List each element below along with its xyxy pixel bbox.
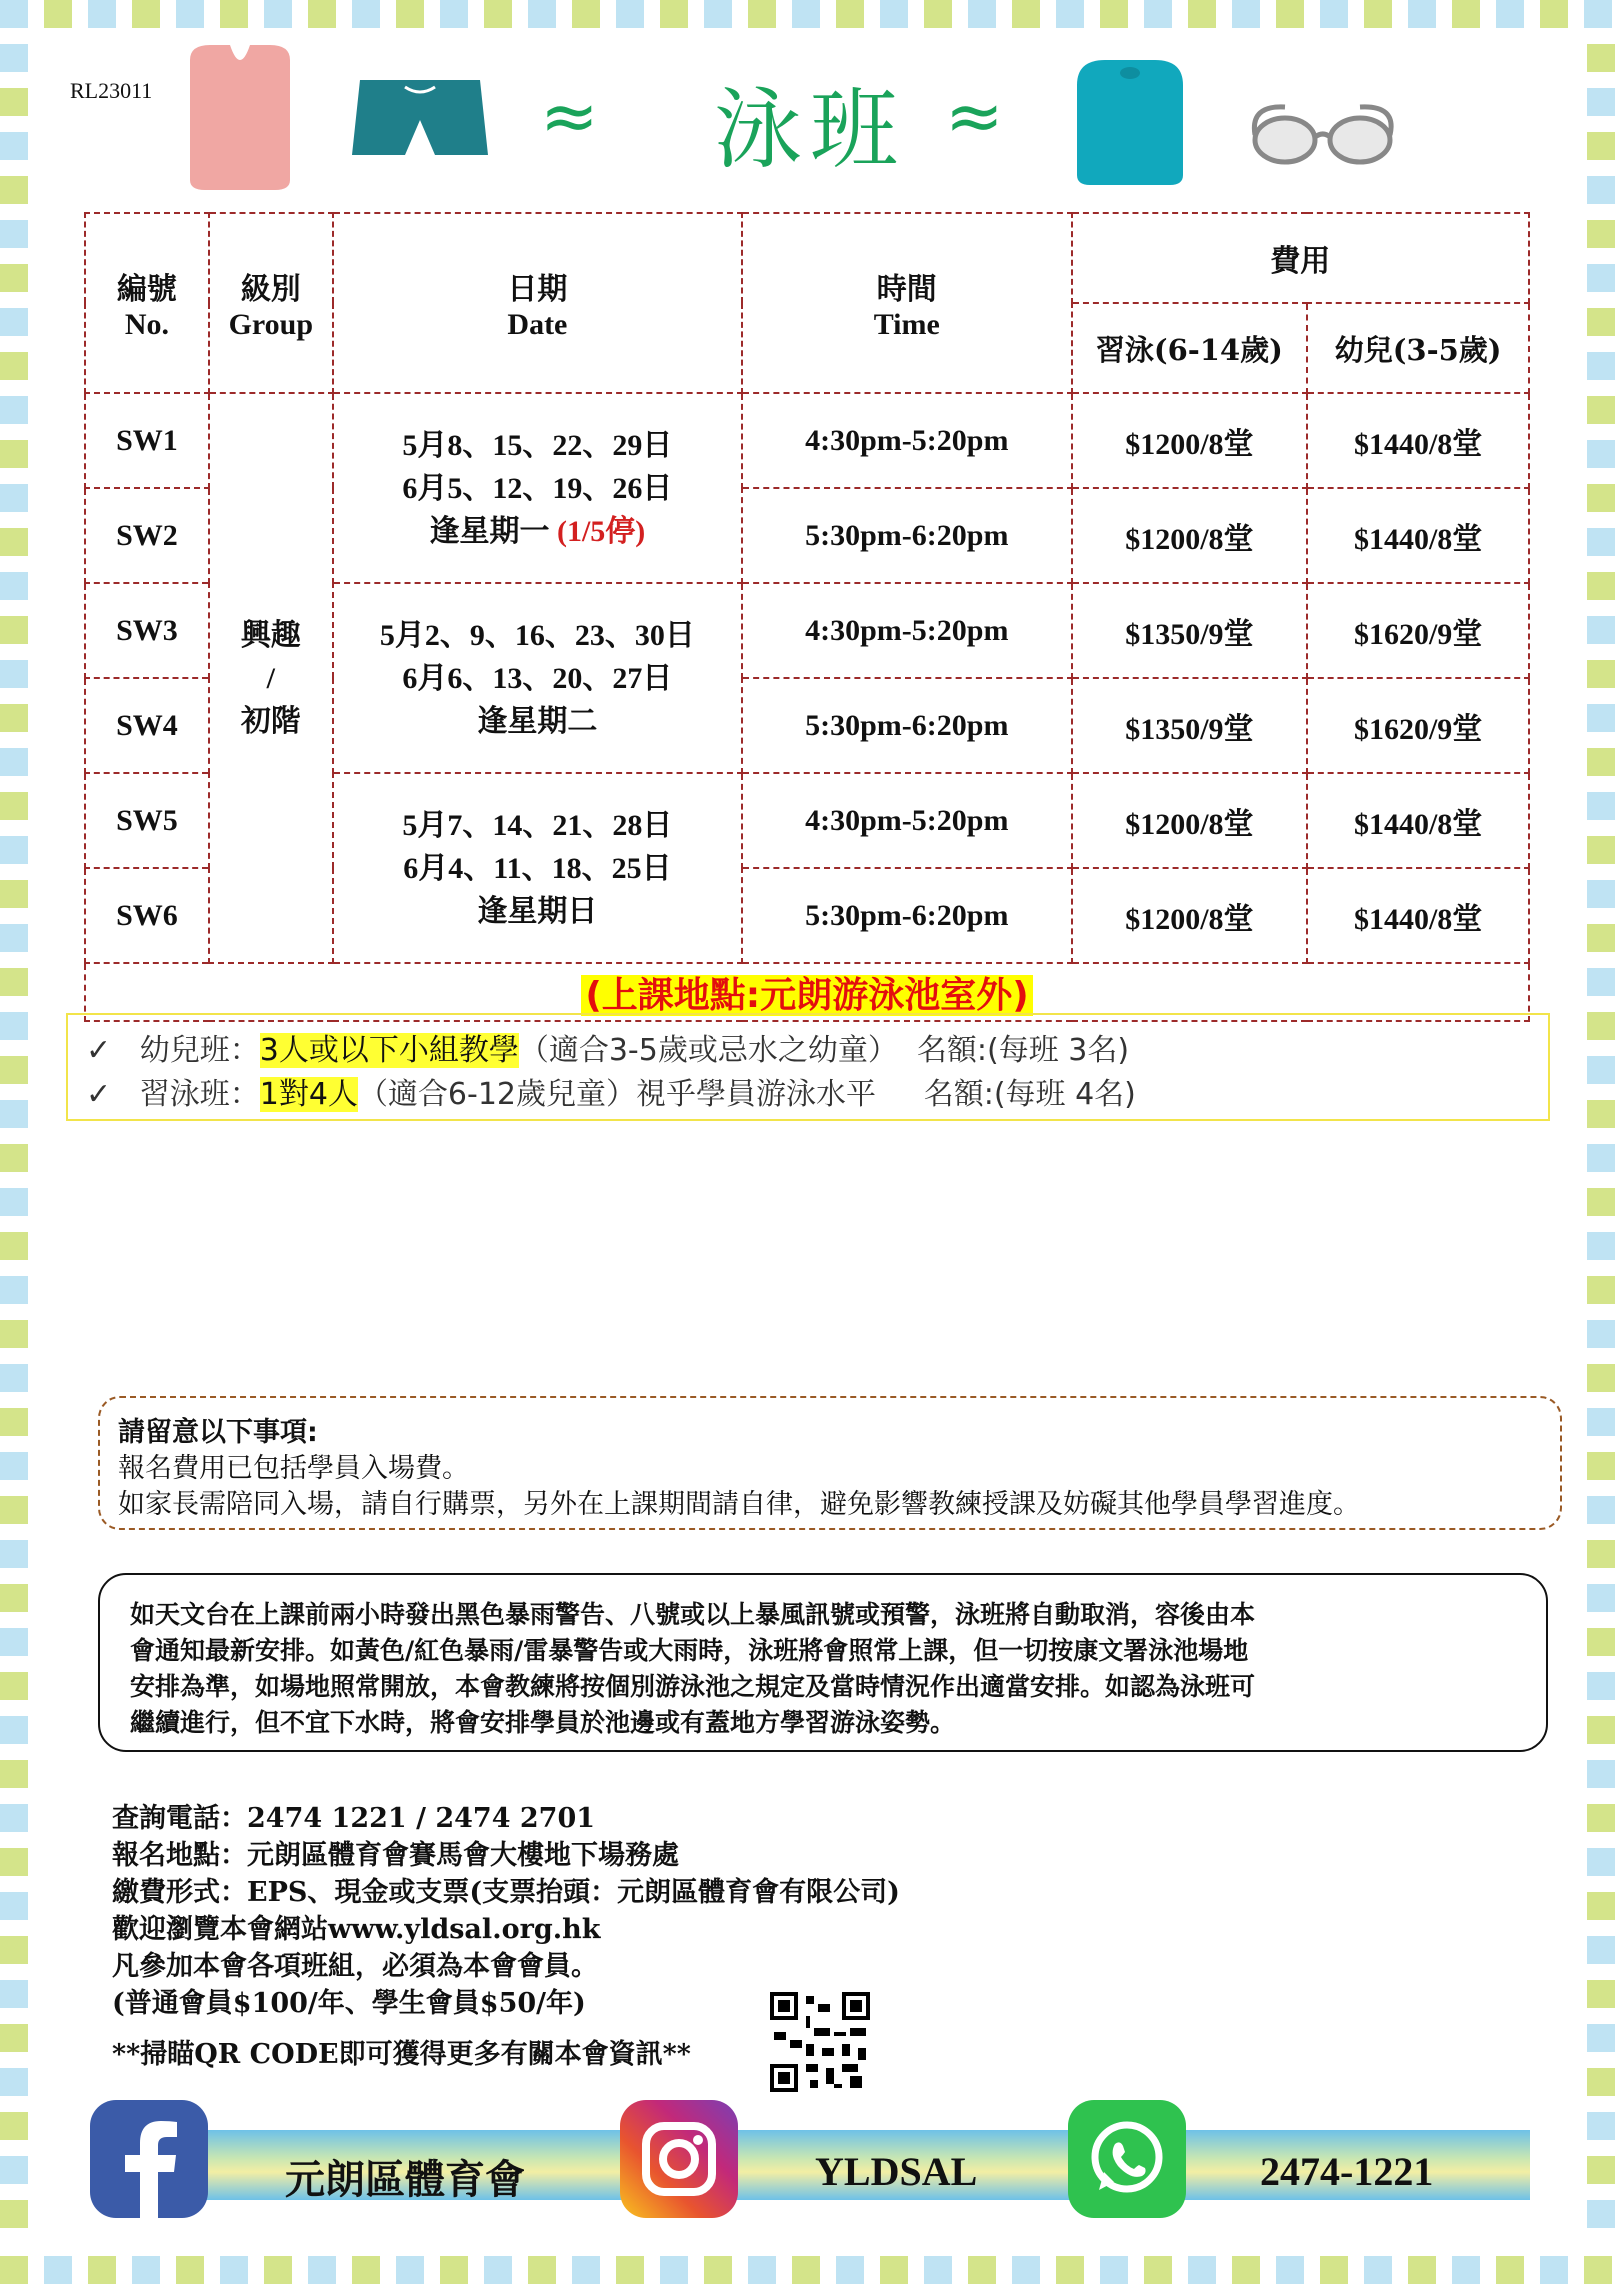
border-square xyxy=(0,132,28,160)
border-square xyxy=(836,2256,864,2284)
border-square xyxy=(1452,2256,1480,2284)
border-square xyxy=(1276,0,1304,28)
class-time: 4:30pm-5:20pm xyxy=(742,773,1072,868)
border-square xyxy=(1496,2256,1524,2284)
class-no: SW4 xyxy=(85,678,209,773)
border-square xyxy=(0,528,28,556)
border-square xyxy=(1452,0,1480,28)
border-square xyxy=(44,0,72,28)
header-group: 級別 Group xyxy=(209,213,333,393)
fee-child: $1620/9堂 xyxy=(1307,583,1529,678)
border-square xyxy=(0,616,28,644)
border-square xyxy=(0,704,28,732)
border-square xyxy=(1587,2200,1615,2228)
border-square xyxy=(1587,2112,1615,2140)
border-square xyxy=(264,0,292,28)
table-row xyxy=(85,393,1529,488)
class-no: SW1 xyxy=(85,393,209,488)
goggles-icon xyxy=(1245,95,1405,175)
border-square xyxy=(572,0,600,28)
border-square xyxy=(1587,1804,1615,1832)
border-square xyxy=(1320,0,1348,28)
whatsapp-icon[interactable] xyxy=(1068,2100,1186,2218)
border-square xyxy=(748,2256,776,2284)
border-square xyxy=(1587,1848,1615,1876)
header-no: 編號 No. xyxy=(85,213,209,393)
schedule-table xyxy=(84,212,1530,1022)
border-square xyxy=(528,2256,556,2284)
class-no: SW6 xyxy=(85,868,209,963)
info-payment: 繳費形式：EPS、現金或支票(支票抬頭：元朗區體育會有限公司) xyxy=(112,1877,900,1908)
border-square xyxy=(1144,2256,1172,2284)
class-time: 4:30pm-5:20pm xyxy=(742,583,1072,678)
border-square xyxy=(1587,352,1615,380)
border-square xyxy=(0,220,28,248)
border-square xyxy=(88,0,116,28)
border-square xyxy=(1587,264,1615,292)
facebook-icon[interactable] xyxy=(90,2100,208,2218)
border-square xyxy=(484,0,512,28)
info-website[interactable]: 歡迎瀏覽本會網站www.yldsal.org.hk xyxy=(112,1914,601,1945)
border-square xyxy=(0,0,28,28)
fee-child: $1440/8堂 xyxy=(1307,868,1529,963)
border-square xyxy=(0,1716,28,1744)
fee-child: $1440/8堂 xyxy=(1307,393,1529,488)
fee-swim: $1200/8堂 xyxy=(1072,488,1308,583)
border-square xyxy=(0,2156,28,2184)
border-square xyxy=(0,1628,28,1656)
border-square xyxy=(88,2256,116,2284)
border-square xyxy=(264,2256,292,2284)
border-square xyxy=(0,1012,28,1040)
border-square xyxy=(880,0,908,28)
class-notes xyxy=(66,1013,1550,1121)
border-square xyxy=(1587,660,1615,688)
border-square xyxy=(0,1848,28,1876)
class-time: 5:30pm-6:20pm xyxy=(742,488,1072,583)
border-square xyxy=(0,1804,28,1832)
title-wave-right: ≈ xyxy=(945,75,1004,157)
date-note: (1/5停) xyxy=(556,514,646,548)
border-square xyxy=(1587,924,1615,952)
border-square xyxy=(0,2112,28,2140)
border-square xyxy=(1587,704,1615,732)
border-square xyxy=(0,1452,28,1480)
border-square xyxy=(968,2256,996,2284)
border-square xyxy=(1276,2256,1304,2284)
border-square xyxy=(1364,0,1392,28)
border-square xyxy=(1587,1232,1615,1260)
border-square xyxy=(0,792,28,820)
border-square xyxy=(1540,2256,1568,2284)
border-square xyxy=(0,968,28,996)
weather-line: 如天文台在上課前兩小時發出黑色暴雨警告、八號或以上暴風訊號或預警，泳班將自動取消，容後由本 xyxy=(130,1600,1256,1629)
border-square xyxy=(924,2256,952,2284)
border-square xyxy=(1496,0,1524,28)
header-fee: 費用 xyxy=(1072,213,1529,303)
weather-line: 會通知最新安排。如黃色/紅色暴雨/雷暴警告或大雨時，泳班將會照常上課，但一切按康文署泳池場地 xyxy=(130,1636,1249,1665)
border-square xyxy=(1188,2256,1216,2284)
header-fee-swim: 習泳(6-14歲) xyxy=(1072,303,1308,393)
attention-box xyxy=(98,1396,1562,1530)
border-square xyxy=(0,1144,28,1172)
border-square xyxy=(1232,0,1260,28)
border-square xyxy=(1408,2256,1436,2284)
border-square xyxy=(0,1408,28,1436)
border-square xyxy=(1584,0,1612,28)
group-cell: 興趣 / 初階 xyxy=(209,393,333,963)
border-square xyxy=(1587,1056,1615,1084)
border-square xyxy=(1587,2068,1615,2096)
border-square xyxy=(132,2256,160,2284)
border-square xyxy=(0,1672,28,1700)
border-square xyxy=(0,1892,28,1920)
info-phone: 查詢電話：2474 1221 / 2474 2701 xyxy=(112,1803,596,1834)
date-block: 5月7、14、21、28日 6月4、11、18、25日 逢星期日 xyxy=(333,773,742,963)
border-square xyxy=(0,1540,28,1568)
border-square xyxy=(1587,1980,1615,2008)
border-square xyxy=(0,1056,28,1084)
border-square xyxy=(1587,2156,1615,2184)
qr-code-icon[interactable] xyxy=(770,1992,870,2092)
border-square xyxy=(0,748,28,776)
fee-swim: $1350/9堂 xyxy=(1072,583,1308,678)
border-square xyxy=(1408,0,1436,28)
page-title: 泳班 xyxy=(713,78,906,181)
border-square xyxy=(308,0,336,28)
border-square xyxy=(1587,132,1615,160)
border-square xyxy=(176,2256,204,2284)
border-square xyxy=(968,0,996,28)
swim-trunks-icon xyxy=(350,75,490,165)
class-time: 4:30pm-5:20pm xyxy=(742,393,1072,488)
border-square xyxy=(1587,836,1615,864)
class-time: 5:30pm-6:20pm xyxy=(742,678,1072,773)
class-no: SW5 xyxy=(85,773,209,868)
border-square xyxy=(0,1980,28,2008)
border-square xyxy=(0,1936,28,1964)
border-square xyxy=(1587,1188,1615,1216)
border-square xyxy=(1100,2256,1128,2284)
document-code: RL23011 xyxy=(70,78,153,103)
border-square xyxy=(1587,792,1615,820)
border-square xyxy=(0,1188,28,1216)
note-swim-class: ✓ 習泳班：1對4人（適合6-12歲兒童）視乎學員游泳水平 名額:(每班 4名) xyxy=(86,1077,1136,1112)
border-square xyxy=(1587,2024,1615,2052)
border-square xyxy=(0,2024,28,2052)
border-square xyxy=(0,2200,28,2228)
border-square xyxy=(924,0,952,28)
border-square xyxy=(0,1320,28,1348)
border-square xyxy=(0,1584,28,1612)
qr-note: **掃瞄QR CODE即可獲得更多有關本會資訊** xyxy=(112,2039,691,2070)
border-square xyxy=(1012,0,1040,28)
header-date: 日期 Date xyxy=(333,213,742,393)
border-square xyxy=(0,880,28,908)
border-square xyxy=(396,0,424,28)
header-fee-child: 幼兒(3-5歲) xyxy=(1307,303,1529,393)
border-square xyxy=(44,2256,72,2284)
facebook-name: 元朗區體育會 xyxy=(285,2156,525,2203)
border-square xyxy=(440,0,468,28)
border-square xyxy=(0,484,28,512)
border-square xyxy=(352,2256,380,2284)
info-membership: 凡參加本會各項班組，必須為本會會員。 xyxy=(112,1951,598,1982)
fee-swim: $1200/8堂 xyxy=(1072,773,1308,868)
note-child-class: ✓ 幼兒班：3人或以下小組教學（適合3-5歲或忌水之幼童） 名額:(每班 3名) xyxy=(86,1033,1130,1068)
border-square xyxy=(1587,1628,1615,1656)
border-square xyxy=(1587,484,1615,512)
border-square xyxy=(528,0,556,28)
border-square xyxy=(836,0,864,28)
border-square xyxy=(660,0,688,28)
border-square xyxy=(440,2256,468,2284)
date-block: 5月8、15、22、29日 6月5、12、19、26日 逢星期一 (1/5停) xyxy=(333,393,742,583)
border-square xyxy=(1587,572,1615,600)
fee-swim: $1200/8堂 xyxy=(1072,868,1308,963)
border-square xyxy=(1012,2256,1040,2284)
fee-swim: $1200/8堂 xyxy=(1072,393,1308,488)
border-square xyxy=(484,2256,512,2284)
border-square xyxy=(1587,1320,1615,1348)
border-square xyxy=(1587,1408,1615,1436)
border-square xyxy=(0,264,28,292)
fee-child: $1440/8堂 xyxy=(1307,488,1529,583)
border-square xyxy=(0,2256,28,2284)
class-no: SW3 xyxy=(85,583,209,678)
border-square xyxy=(0,1760,28,1788)
info-membership-fee: (普通會員$100/年、學生會員$50/年) xyxy=(112,1988,586,2019)
border-square xyxy=(880,2256,908,2284)
weather-line: 安排為準，如場地照常開放，本會教練將按個別游泳池之規定及當時情況作出適當安排。如認為泳班可 xyxy=(130,1672,1256,1701)
border-square xyxy=(1587,1584,1615,1612)
weather-policy-box xyxy=(98,1573,1548,1752)
border-square xyxy=(1587,1496,1615,1524)
attention-line: 報名費用已包括學員入場費。 xyxy=(118,1453,469,1484)
border-square xyxy=(1587,1892,1615,1920)
kickboard-pink-icon xyxy=(175,40,305,192)
class-no: SW2 xyxy=(85,488,209,583)
border-square xyxy=(704,0,732,28)
border-square xyxy=(352,0,380,28)
fee-swim: $1350/9堂 xyxy=(1072,678,1308,773)
border-square xyxy=(1587,308,1615,336)
kickboard-teal-icon xyxy=(1065,55,1195,190)
border-square xyxy=(1587,176,1615,204)
border-square xyxy=(1587,1936,1615,1964)
border-square xyxy=(1144,0,1172,28)
border-square xyxy=(1587,44,1615,72)
border-square xyxy=(1587,1716,1615,1744)
border-square xyxy=(748,0,776,28)
whatsapp-number: 2474-1221 xyxy=(1260,2149,1434,2194)
border-square xyxy=(220,0,248,28)
border-square xyxy=(1587,220,1615,248)
border-square xyxy=(0,836,28,864)
border-square xyxy=(0,396,28,424)
border-square xyxy=(1587,1100,1615,1128)
border-square xyxy=(1587,1760,1615,1788)
border-square xyxy=(1188,0,1216,28)
border-square xyxy=(1587,1012,1615,1040)
border-square xyxy=(1587,748,1615,776)
border-square xyxy=(1587,1540,1615,1568)
border-square xyxy=(1056,0,1084,28)
instagram-name: YLDSAL xyxy=(815,2149,978,2194)
border-square xyxy=(616,0,644,28)
border-square xyxy=(220,2256,248,2284)
attention-line: 如家長需陪同入場，請自行購票，另外在上課期間請自律，避免影響教練授課及妨礙其他學員學習進度。 xyxy=(118,1489,1360,1520)
border-square xyxy=(1584,2256,1612,2284)
location-text: (上課地點:元朗游泳池室外) xyxy=(581,975,1032,1016)
border-square xyxy=(1587,440,1615,468)
fee-child: $1440/8堂 xyxy=(1307,773,1529,868)
border-square xyxy=(0,1100,28,1128)
border-square xyxy=(1587,616,1615,644)
fee-child: $1620/9堂 xyxy=(1307,678,1529,773)
border-square xyxy=(792,2256,820,2284)
border-square xyxy=(792,0,820,28)
instagram-icon[interactable] xyxy=(620,2100,738,2218)
date-block: 5月2、9、16、23、30日 6月6、13、20、27日 逢星期二 xyxy=(333,583,742,773)
border-square xyxy=(1587,1276,1615,1304)
border-square xyxy=(0,1496,28,1524)
border-square xyxy=(1587,396,1615,424)
info-location: 報名地點：元朗區體育會賽馬會大樓地下場務處 xyxy=(112,1840,679,1871)
border-square xyxy=(616,2256,644,2284)
border-square xyxy=(660,2256,688,2284)
class-time: 5:30pm-6:20pm xyxy=(742,868,1072,963)
border-square xyxy=(0,660,28,688)
border-square xyxy=(0,440,28,468)
attention-heading: 請留意以下事項: xyxy=(118,1417,318,1448)
border-square xyxy=(1587,880,1615,908)
border-square xyxy=(396,2256,424,2284)
border-square xyxy=(1587,968,1615,996)
border-square xyxy=(0,572,28,600)
border-square xyxy=(176,0,204,28)
title-wave-left: ≈ xyxy=(540,75,599,157)
border-square xyxy=(0,2068,28,2096)
border-square xyxy=(0,1364,28,1392)
border-square xyxy=(1232,2256,1260,2284)
border-square xyxy=(0,1276,28,1304)
weather-line: 繼續進行，但不宜下水時，將會安排學員於池邊或有蓋地方學習游泳姿勢。 xyxy=(130,1708,956,1737)
border-square xyxy=(1320,2256,1348,2284)
border-square xyxy=(0,352,28,380)
border-square xyxy=(0,1232,28,1260)
border-square xyxy=(1364,2256,1392,2284)
border-square xyxy=(1587,1364,1615,1392)
border-square xyxy=(1587,528,1615,556)
border-square xyxy=(308,2256,336,2284)
social-footer xyxy=(90,2100,1540,2222)
border-square xyxy=(0,924,28,952)
border-square xyxy=(704,2256,732,2284)
border-square xyxy=(1587,1452,1615,1480)
border-square xyxy=(572,2256,600,2284)
border-square xyxy=(1056,2256,1084,2284)
border-square xyxy=(0,88,28,116)
border-square xyxy=(1100,0,1128,28)
border-square xyxy=(0,308,28,336)
border-square xyxy=(1587,88,1615,116)
header-time: 時間 Time xyxy=(742,213,1072,393)
border-square xyxy=(0,44,28,72)
border-square xyxy=(1540,0,1568,28)
border-square xyxy=(1587,1144,1615,1172)
border-square xyxy=(1587,1672,1615,1700)
border-square xyxy=(132,0,160,28)
border-square xyxy=(0,176,28,204)
